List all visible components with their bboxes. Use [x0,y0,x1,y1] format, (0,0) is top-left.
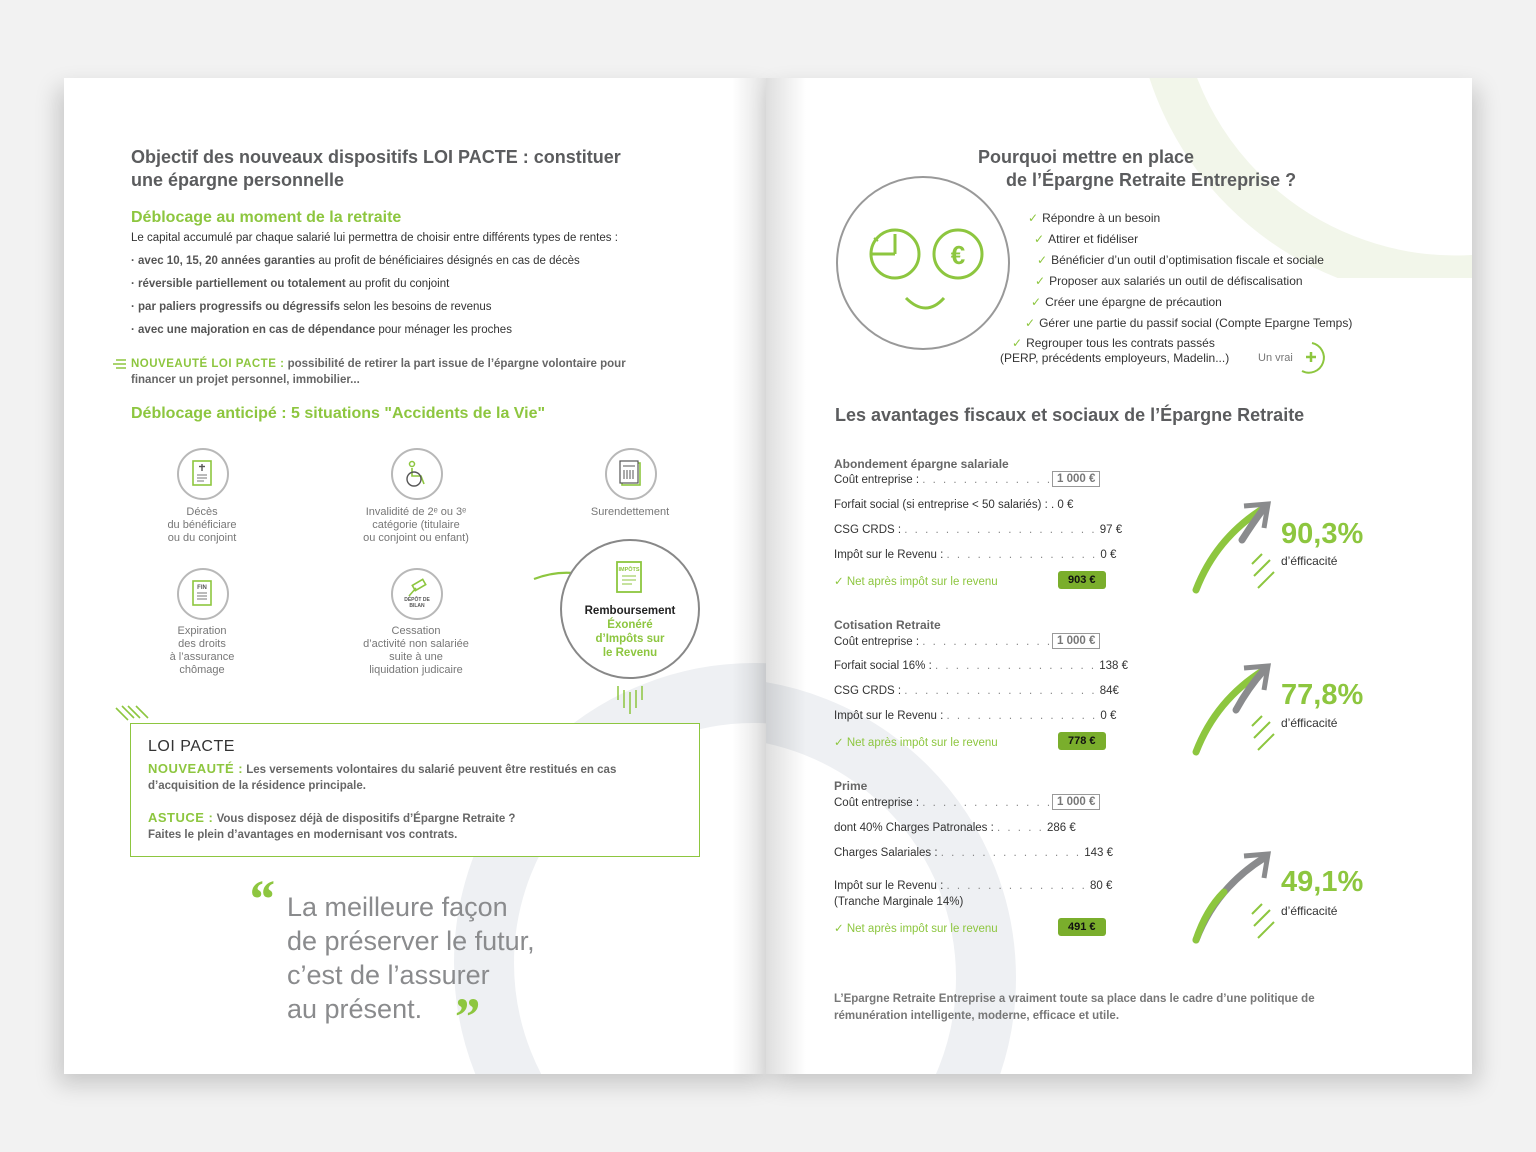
row-label: CSG CRDS : [834,685,902,697]
remboursement-circle [560,539,700,679]
gavel-text-1: DÉPÔT DE [404,597,430,603]
row-value: 143 € [1084,847,1114,859]
block-3-cost-box: 1 000 € [1052,794,1100,810]
row-label: Impôt sur le Revenu : [834,549,944,561]
intro-text: Le capital accumulé par chaque salarié lui permettra de choisir entre différents types de rentes : [131,232,618,244]
check-icon: ✓ [1028,211,1039,225]
row-label: Forfait social (si entreprise < 50 salariés) : [834,499,1048,511]
efficiency-percent-2: 77,8% [1281,679,1364,711]
situation-invalidite-label [346,506,486,545]
box-nouveaute-text-2: d’acquisition de la résidence principale. [148,780,366,792]
net-label-text: Net après impôt sur le revenu [846,576,998,588]
situation-cessation-label [336,625,496,677]
check-item-3 [1037,253,1324,267]
block-2-row-1 [834,636,1052,648]
situation-chomage-label [142,625,262,677]
growth-arrow-icon-2 [1186,660,1276,760]
bullet-bold: · avec une majoration en cas de dépendance [131,324,376,336]
box-astuce [148,810,693,843]
block-3-row-1 [834,797,1052,809]
check-icon: ✓ [1037,253,1048,267]
block-1-net-badge: 903 € [1058,571,1106,589]
row-value: 138 € [1099,660,1129,672]
row-value: 0 € [1100,710,1117,722]
block-3-row-3 [834,847,1113,859]
block-2-net-label [834,735,998,749]
efficiency-label-3: d’éfficacité [1281,904,1338,918]
check-item-1 [1028,211,1160,225]
row-value: 80 € [1090,880,1113,892]
net-label-text: Net après impôt sur le revenu [846,923,998,935]
quote-line: c’est de l’assurer [287,960,490,990]
label-line: Invalidité de 2ᵉ ou 3ᵉ [365,506,467,518]
label-line: chômage [179,664,225,676]
quote-line: La meilleure façon [287,892,508,922]
open-quote-icon: “ [247,869,274,929]
growth-arrow-icon-3 [1186,848,1276,948]
check-label: Attirer et fidéliser [1048,232,1139,246]
growth-arrow-icon-1 [1186,498,1276,598]
check-label: Créer une épargne de précaution [1045,295,1222,309]
row-label: Charges Salariales : [834,847,938,859]
situation-chomage [177,568,229,620]
efficiency-label-2: d’éfficacité [1281,716,1338,730]
box-astuce-text-1: Vous disposez déjà de dispositifs d’Épargne Retraite ? [213,813,516,825]
check-item-7-sub: (PERP, précédents employeurs, Madelin...) [1000,351,1230,365]
label-line: suite à une [389,651,443,663]
check-item-6 [1025,316,1352,330]
situation-surendettement [605,448,657,500]
check-icon: ✓ [1025,316,1036,330]
block-3-row-2 [834,822,1076,834]
clock-euro-smiley-icon [838,178,1008,348]
efficiency-percent-1: 90,3% [1281,518,1364,550]
block-1-row-2 [834,499,1073,511]
bullet-rest: au profit de bénéficiaires désignés en cas de décès [315,255,580,267]
label-line: Surendettement [590,506,670,518]
label-line: liquidation judicaire [369,664,463,676]
box-astuce-label: ASTUCE : [148,810,214,825]
row-value: 97 € [1099,524,1123,536]
dot-leader: . . . . . . . . . . . . . [922,636,1053,648]
label-line: d’activité non salariée [363,638,469,650]
fin-text: FIN [197,585,207,591]
dot-leader: . . . . . . . . . . . . . . . [946,710,1098,722]
label-line: ou conjoint ou enfant) [363,532,469,544]
bullet-rest: au profit du conjoint [345,278,450,290]
loi-pacte-box [130,723,700,857]
dot-leader: . . . . . . . . . . . . . . [940,847,1082,859]
bullet-bold: · réversible partiellement ou totalement [131,278,346,290]
check-icon: ✓ [1012,336,1023,350]
footer-line: rémunération intelligente, moderne, efficace et utile. [834,1010,1120,1022]
block-1-row-3 [834,524,1122,536]
row-label: Impôt sur le Revenu : [834,710,944,722]
box-nouveaute-label: NOUVEAUTÉ : [148,761,244,776]
row-value: 84€ [1099,685,1119,697]
check-icon: ✓ [1031,295,1042,309]
check-label: Regrouper tous les contrats passés [1026,336,1215,350]
row-label: Impôt sur le Revenu : [834,880,944,892]
bullet-bold: · par paliers progressifs ou dégressifs [131,301,340,313]
impots-icon-text: IMPÔTS [618,567,640,573]
nouveaute-text-1: possibilité de retirer la part issue de l’épargne volontaire pour [284,358,626,370]
block-3-title: Prime [834,779,868,793]
row-value: . 0 € [1051,499,1074,511]
block-2-cost-box: 1 000 € [1052,633,1100,649]
situation-surendettement-label [570,506,690,519]
gutter-shadow [766,78,806,1074]
gavel-icon [401,578,433,610]
subtitle-retraite: Déblocage au moment de la retraite [131,209,402,226]
block-2-title: Cotisation Retraite [834,618,941,632]
label-line: Expiration [177,625,227,637]
label-line: à l’assurance [169,651,235,663]
left-page [64,78,772,1074]
check-icon: ✓ [834,923,847,935]
block-1-cost-box: 1 000 € [1052,471,1100,487]
block-2-net-badge: 778 € [1058,732,1106,750]
block-3-net-label [834,921,998,935]
check-icon: ✓ [834,576,847,588]
check-icon: ✓ [834,737,847,749]
gavel-text-2: BILAN [409,603,425,609]
dot-leader: . . . . . . . . . . . . . [922,474,1053,486]
check-label: Gérer une partie du passif social (Compte Epargne Temps) [1039,316,1353,330]
bullet-3 [131,300,492,314]
bullet-bold: · avec 10, 15, 20 années garanties [131,255,316,267]
check-label: Proposer aux salariés un outil de défiscalisation [1049,274,1303,288]
block-3-net-badge: 491 € [1058,918,1106,936]
box-astuce-text-2: Faites le plein d’avantages en modernisant vos contrats. [148,829,458,841]
label-line: du bénéficiare [167,519,237,531]
block-1-row-4 [834,549,1116,561]
block-3-row-4 [834,880,1112,892]
close-quote-icon: ” [452,987,479,1047]
check-icon: ✓ [1035,274,1046,288]
page-title-right [978,146,1296,192]
situation-invalidite [391,448,443,500]
dot-leader: . . . . . . . . . . . . . . . . . . . [904,685,1097,697]
remb-title: Remboursement [584,605,676,617]
row-label: Coût entreprise : [834,797,920,809]
label-line: des droits [178,638,226,650]
nouveaute-paragraph [131,356,721,388]
row-label: Coût entreprise : [834,474,920,486]
box-title: LOI PACTE [148,738,235,755]
row-value: 0 € [1100,549,1117,561]
row-label: Coût entreprise : [834,636,920,648]
title-line-2: de l’Épargne Retraite Entreprise ? [1006,170,1297,190]
footer-line: L’Epargne Retraite Entreprise a vraiment toute sa place dans le cadre d’une politique de [834,993,1315,1005]
nouveaute-text-2: financer un projet personnel, immobilier... [131,374,360,386]
label-line: ou du conjoint [167,532,237,544]
un-vrai-label: Un vrai [1258,352,1293,364]
block-1-row-1 [834,474,1052,486]
bullet-2 [131,277,449,291]
section-title-avantages: Les avantages fiscaux et sociaux de l’Épargne Retraite [835,405,1305,425]
document-fin-icon [190,579,216,609]
quote-line: au présent. [287,994,423,1024]
row-label: CSG CRDS : [834,524,902,536]
page-title-left [131,146,621,192]
efficiency-label-1: d’éfficacité [1281,554,1338,568]
box-nouveaute-text-1: Les versements volontaires du salarié peuvent être restitués en cas [243,764,617,776]
check-item-7 [1012,336,1215,350]
net-label-text: Net après impôt sur le revenu [846,737,998,749]
check-item-2 [1034,232,1138,246]
check-item-5 [1031,295,1222,309]
nouveaute-label: NOUVEAUTÉ LOI PACTE : [131,358,285,370]
dot-leader: . . . . . . . . . . . . . . . . . . . [904,524,1097,536]
bullet-rest: selon les besoins de revenus [340,301,492,313]
wheelchair-icon [402,459,432,489]
row-value: 286 € [1047,822,1076,834]
remboursement-text [562,604,698,660]
title-line-1: Pourquoi mettre en place [978,147,1195,167]
bullet-1 [131,254,580,268]
title-line-2: une épargne personnelle [131,170,345,190]
dot-leader: . . . . . . . . . . . . . [922,797,1053,809]
situation-deces-label [142,506,262,545]
remb-line: d’Impôts sur [595,633,665,645]
footer-text [834,991,1424,1025]
check-label: Bénéficier d’un outil d’optimisation fiscale et sociale [1051,253,1324,267]
label-line: catégorie (titulaire [372,519,460,531]
quote-text [287,890,535,1026]
subtitle-anticipe: Déblocage anticipé : 5 situations "Accidents de la Vie" [131,405,546,422]
block-2-row-4 [834,710,1116,722]
block-2-row-3 [834,685,1119,697]
euro-symbol: € [950,240,966,270]
label-line: Cessation [391,625,441,637]
dot-leader: . . . . . . . . . . . . . . . [946,549,1098,561]
check-icon: ✓ [1034,232,1045,246]
dot-leader: . . . . . . . . . . . . . . [946,880,1087,892]
document-cross-icon [190,459,216,489]
block-1-net-label [834,574,998,588]
block-3-row-5: (Tranche Marginale 14%) [834,896,964,908]
bullet-4 [131,323,512,337]
row-label: Forfait social 16% : [834,660,932,672]
block-1-title: Abondement épargne salariale [834,457,1009,471]
block-2-row-2 [834,660,1128,672]
invoice-icon [618,459,644,489]
label-line: Décès [186,506,218,518]
plus-circle-icon [1294,340,1330,376]
title-line-1: Objectif des nouveaux dispositifs LOI PACTE : constituer [131,147,621,167]
situation-cessation [391,568,443,620]
speed-lines-icon [112,358,128,370]
rays-icon [612,682,648,716]
bullet-rest: pour ménager les proches [375,324,512,336]
dot-leader: . . . . . . . . . . . . . . . . [935,660,1097,672]
efficiency-percent-3: 49,1% [1281,866,1364,898]
situation-deces [177,448,229,500]
smiley-circle [836,176,1010,350]
row-label: dont 40% Charges Patronales : [834,822,994,834]
dot-leader: . . . . . [997,822,1044,834]
tax-document-icon [614,560,644,596]
remb-line: Éxonéré [607,619,653,631]
quote-line: de préserver le futur, [287,926,535,956]
box-nouveaute [148,761,693,794]
check-label: Répondre à un besoin [1042,211,1161,225]
check-item-4 [1035,274,1303,288]
remb-line: le Revenu [602,647,658,659]
